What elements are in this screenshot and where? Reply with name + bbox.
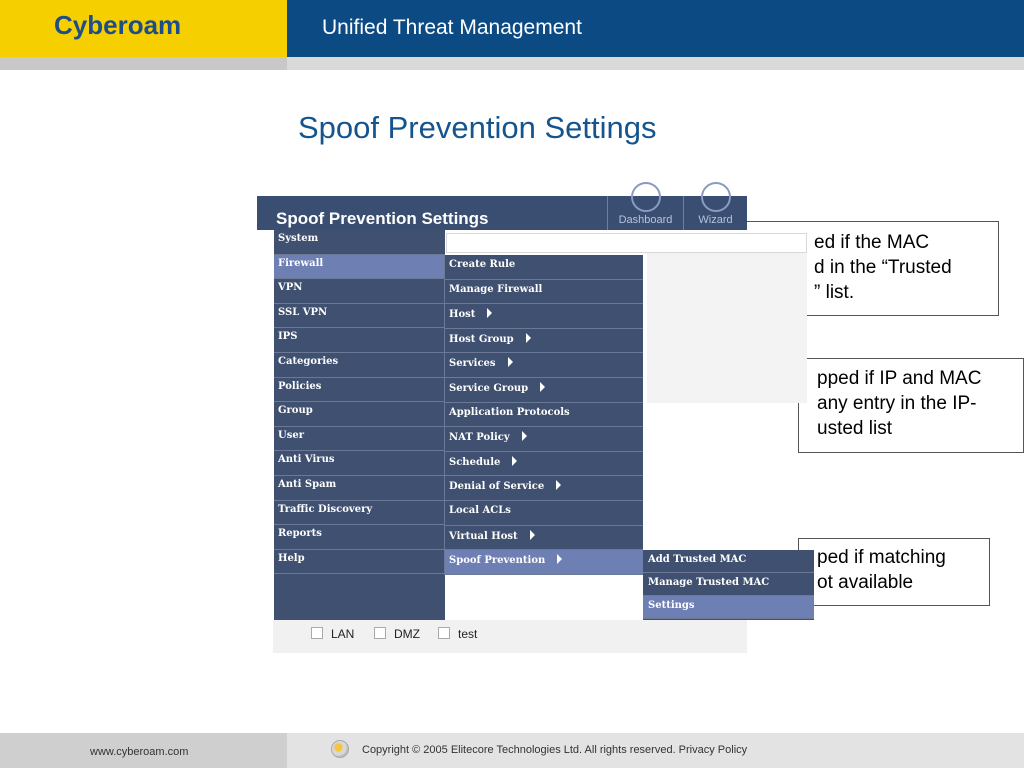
chevron-right-icon [530,530,535,540]
submenu-item-manage-firewall[interactable] [445,280,643,305]
submenu-item-label: Local ACLs [449,504,511,516]
app-title: Spoof Prevention Settings [276,209,489,228]
submenu-item-label: Host [449,309,476,321]
menu-item-system[interactable]: System [274,230,445,255]
menu-item-anti-spam[interactable]: Anti Spam [274,476,445,501]
submenu-item-services[interactable] [445,353,643,378]
menu-item-ssl-vpn[interactable]: SSL VPN [274,304,445,329]
callout-line: d in the “Trusted [814,257,952,278]
menu-item-reports[interactable]: Reports [274,525,445,550]
zone-checkbox-lan[interactable] [311,627,354,641]
chevron-right-icon [487,308,492,318]
callout-line: ped if matching [817,547,946,568]
submenu-item-denial-of-service[interactable] [445,476,643,501]
menu-item-policies[interactable]: Policies [274,378,445,403]
submenu-item-schedule[interactable] [445,452,643,477]
submenu-item-create-rule[interactable] [445,255,643,280]
menu-item-anti-virus[interactable]: Anti Virus [274,451,445,476]
slide-title: Spoof Prevention Settings [298,110,657,145]
footer-url: www.cyberoam.com [90,746,189,758]
submenu-item-manage-trusted-mac[interactable]: Manage Trusted MAC [643,573,814,596]
submenu-item-label: Service Group [449,382,529,394]
submenu-item-label: Services [449,358,496,370]
checkbox-icon[interactable] [438,627,450,639]
header-title: Unified Threat Management [322,16,582,39]
submenu-item-spoof-prevention[interactable] [445,550,643,575]
callout-line: any entry in the IP- [817,393,977,414]
wizard-icon [701,182,731,212]
chevron-right-icon [556,480,561,490]
chevron-right-icon [508,357,513,367]
dashboard-icon [631,182,661,212]
content-panel [647,253,807,403]
chevron-right-icon [522,431,527,441]
callout-box [798,358,1024,453]
zone-label: test [458,627,478,641]
wizard-label: Wizard [698,214,733,226]
submenu-item-label: Denial of Service [449,481,545,493]
menu-item-categories[interactable]: Categories [274,353,445,378]
menu-item-ips[interactable]: IPS [274,328,445,353]
globe-icon [331,740,349,758]
firewall-submenu [444,255,643,575]
submenu-item-label: Create Rule [449,259,516,270]
menu-item-traffic-discovery[interactable]: Traffic Discovery [274,501,445,526]
checkbox-icon[interactable] [311,627,323,639]
menu-item-firewall[interactable]: Firewall [274,255,445,280]
dashboard-label: Dashboard [618,214,673,226]
zone-checkbox-dmz[interactable] [374,627,420,641]
chevron-right-icon [540,382,545,392]
callout-line: ot available [817,572,914,593]
submenu-item-virtual-host[interactable] [445,526,643,551]
dashboard-button[interactable] [607,196,683,230]
submenu-item-local-acls[interactable] [445,501,643,526]
zone-label: LAN [331,627,355,641]
submenu-item-label: Manage Firewall [449,283,543,295]
submenu-item-host[interactable] [445,304,643,329]
submenu-item-add-trusted-mac[interactable]: Add Trusted MAC [643,550,814,573]
content-area [446,233,807,253]
header-divider-left [0,57,287,70]
submenu-item-label: Virtual Host [449,530,518,542]
submenu-item-label: Application Protocols [449,406,570,418]
chevron-right-icon [557,554,562,564]
chevron-right-icon [526,333,531,343]
menu-item-help[interactable]: Help [274,550,445,575]
menu-item-group[interactable]: Group [274,402,445,427]
brand-logo: Cyberoam [54,10,182,40]
submenu-item-label: Spoof Prevention [449,555,546,567]
submenu-item-nat-policy[interactable] [445,427,643,452]
submenu-item-label: Host Group [449,333,514,345]
submenu-item-label: NAT Policy [449,432,510,444]
chevron-right-icon [512,456,517,466]
callout-line: ” list. [814,282,855,303]
zone-label: DMZ [394,627,420,641]
checkbox-icon[interactable] [374,627,386,639]
callout-line: usted list [817,418,892,439]
callout-line: pped if IP and MAC [817,368,982,389]
menu-item-vpn[interactable]: VPN [274,279,445,304]
wizard-button[interactable] [683,196,747,230]
zone-checkbox-test[interactable] [438,627,477,641]
submenu-item-host-group[interactable] [445,329,643,354]
submenu-item-application-protocols[interactable] [445,403,643,428]
callout-box [798,538,990,606]
submenu-item-service-group[interactable] [445,378,643,403]
main-menu [274,230,445,620]
footer-copyright: Copyright © 2005 Elitecore Technologies Ltd. All rights reserved. Privacy Policy [362,744,748,756]
spoof-prevention-submenu [643,550,814,620]
callout-line: ed if the MAC [814,232,930,253]
submenu-item-settings[interactable]: Settings [643,596,814,619]
submenu-item-label: Schedule [449,456,501,468]
menu-item-user[interactable]: User [274,427,445,452]
